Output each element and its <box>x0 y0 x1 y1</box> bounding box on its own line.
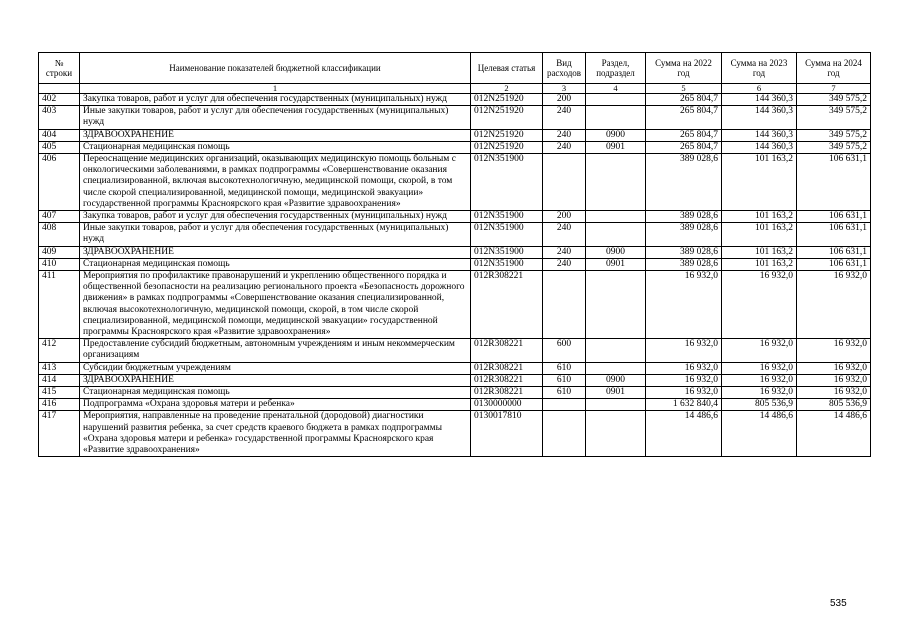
sum-2022-cell: 1 632 840,4 <box>646 399 722 411</box>
table-row <box>39 129 871 141</box>
row-number-cell: 416 <box>39 399 80 411</box>
expense-type-cell <box>543 271 586 339</box>
expense-type-cell: 200 <box>543 211 586 223</box>
column-index: 2 <box>471 84 543 94</box>
sum-2022-cell: 14 486,6 <box>646 411 722 457</box>
target-article-cell: 012N351900 <box>471 211 543 223</box>
sum-2024-cell: 106 631,1 <box>797 154 871 211</box>
target-article-cell: 012N351900 <box>471 246 543 258</box>
sum-2024-cell: 14 486,6 <box>797 411 871 457</box>
sum-2022-cell: 389 028,6 <box>646 246 722 258</box>
sum-2022-cell: 16 932,0 <box>646 387 722 399</box>
section-cell: 0900 <box>586 246 646 258</box>
name-cell: ЗДРАВООХРАНЕНИЕ <box>80 246 471 258</box>
sum-2023-cell: 14 486,6 <box>722 411 797 457</box>
column-index: 7 <box>797 84 871 94</box>
name-cell: Иные закупки товаров, работ и услуг для обеспечения государственных (муниципальных) нужд <box>80 106 471 129</box>
table-row <box>39 106 871 129</box>
column-index-row <box>39 84 871 94</box>
table-row <box>39 154 871 211</box>
sum-2023-cell: 101 163,2 <box>722 258 797 270</box>
target-article-cell: 012N251920 <box>471 129 543 141</box>
sum-2022-cell: 265 804,7 <box>646 141 722 153</box>
sum-2023-cell: 16 932,0 <box>722 387 797 399</box>
table-row <box>39 339 871 362</box>
sum-2024-cell: 349 575,2 <box>797 106 871 129</box>
row-number-cell: 415 <box>39 387 80 399</box>
target-article-cell: 012N251920 <box>471 141 543 153</box>
sum-2023-cell: 101 163,2 <box>722 246 797 258</box>
target-article-cell: 0130000000 <box>471 399 543 411</box>
table-row <box>39 211 871 223</box>
header-row-number: № строки <box>39 53 80 84</box>
row-number-cell: 417 <box>39 411 80 457</box>
target-article-cell: 012R308221 <box>471 362 543 374</box>
sum-2023-cell: 101 163,2 <box>722 223 797 246</box>
name-cell: Переоснащение медицинских организаций, оказывающих медицинскую помощь больным с онкологическими заболеваниями, в рамках подпрограммы «Совершенствование оказания специализированной, включая высокотехнологичную, медицинской помощи, скорой, в том числе скорой специализированной, медицинской помощи, медицинской эвакуации» государственной программы Красноярского края «Развитие здравоохранения» <box>80 154 471 211</box>
column-index: 6 <box>722 84 797 94</box>
row-number-cell: 410 <box>39 258 80 270</box>
sum-2022-cell: 16 932,0 <box>646 362 722 374</box>
table-row <box>39 246 871 258</box>
sum-2024-cell: 16 932,0 <box>797 271 871 339</box>
row-number-cell: 414 <box>39 374 80 386</box>
sum-2022-cell: 389 028,6 <box>646 154 722 211</box>
name-cell: Закупка товаров, работ и услуг для обеспечения государственных (муниципальных) нужд <box>80 211 471 223</box>
header-sum-2023: Сумма на 2023 год <box>722 53 797 84</box>
row-number-cell: 411 <box>39 271 80 339</box>
expense-type-cell <box>543 411 586 457</box>
sum-2024-cell: 106 631,1 <box>797 223 871 246</box>
page-number: 535 <box>830 598 847 609</box>
sum-2022-cell: 389 028,6 <box>646 258 722 270</box>
sum-2024-cell: 106 631,1 <box>797 246 871 258</box>
sum-2024-cell: 349 575,2 <box>797 129 871 141</box>
table-row <box>39 223 871 246</box>
table-row <box>39 258 871 270</box>
sum-2022-cell: 389 028,6 <box>646 223 722 246</box>
row-number-cell: 413 <box>39 362 80 374</box>
section-cell <box>586 106 646 129</box>
expense-type-cell: 610 <box>543 374 586 386</box>
sum-2023-cell: 101 163,2 <box>722 154 797 211</box>
sum-2023-cell: 144 360,3 <box>722 106 797 129</box>
sum-2022-cell: 389 028,6 <box>646 211 722 223</box>
expense-type-cell: 240 <box>543 106 586 129</box>
sum-2023-cell: 16 932,0 <box>722 271 797 339</box>
sum-2022-cell: 16 932,0 <box>646 339 722 362</box>
name-cell: Иные закупки товаров, работ и услуг для обеспечения государственных (муниципальных) нужд <box>80 223 471 246</box>
name-cell: ЗДРАВООХРАНЕНИЕ <box>80 129 471 141</box>
sum-2023-cell: 805 536,9 <box>722 399 797 411</box>
expense-type-cell: 240 <box>543 258 586 270</box>
header-expense-type: Вид расходов <box>543 53 586 84</box>
section-cell <box>586 339 646 362</box>
column-index-empty <box>39 84 80 94</box>
row-number-cell: 412 <box>39 339 80 362</box>
target-article-cell: 012R308221 <box>471 339 543 362</box>
sum-2024-cell: 16 932,0 <box>797 362 871 374</box>
name-cell: Закупка товаров, работ и услуг для обеспечения государственных (муниципальных) нужд <box>80 94 471 106</box>
table-row <box>39 94 871 106</box>
column-index: 3 <box>543 84 586 94</box>
header-section: Раздел, подраздел <box>586 53 646 84</box>
table-row <box>39 399 871 411</box>
section-cell <box>586 362 646 374</box>
name-cell: Стационарная медицинская помощь <box>80 387 471 399</box>
section-cell: 0900 <box>586 374 646 386</box>
sum-2024-cell: 106 631,1 <box>797 258 871 270</box>
budget-table <box>38 52 871 457</box>
sum-2023-cell: 16 932,0 <box>722 362 797 374</box>
sum-2024-cell: 349 575,2 <box>797 94 871 106</box>
sum-2022-cell: 265 804,7 <box>646 94 722 106</box>
section-cell <box>586 154 646 211</box>
row-number-cell: 407 <box>39 211 80 223</box>
expense-type-cell: 240 <box>543 223 586 246</box>
header-sum-2022: Сумма на 2022 год <box>646 53 722 84</box>
sum-2023-cell: 144 360,3 <box>722 129 797 141</box>
row-number-cell: 403 <box>39 106 80 129</box>
table-row <box>39 141 871 153</box>
expense-type-cell: 610 <box>543 362 586 374</box>
target-article-cell: 012N351900 <box>471 258 543 270</box>
sum-2023-cell: 101 163,2 <box>722 211 797 223</box>
name-cell: Мероприятия по профилактике правонарушений и укреплению общественного порядка и общественной безопасности на реализацию регионального проекта «Безопасность дорожного движения» в рамках подпрограммы «Совершенствование оказания специализированной, включая высокотехнологичную, медицинской помощи, скорой, в том числе скорой специализированной, медицинской помощи, медицинской эвакуации» государственной программы Красноярского края «Развитие здравоохранения» <box>80 271 471 339</box>
name-cell: ЗДРАВООХРАНЕНИЕ <box>80 374 471 386</box>
section-cell <box>586 223 646 246</box>
header-sum-2024: Сумма на 2024 год <box>797 53 871 84</box>
row-number-cell: 404 <box>39 129 80 141</box>
section-cell <box>586 271 646 339</box>
expense-type-cell <box>543 399 586 411</box>
row-number-cell: 405 <box>39 141 80 153</box>
name-cell: Подпрограмма «Охрана здоровья матери и ребенка» <box>80 399 471 411</box>
sum-2024-cell: 16 932,0 <box>797 339 871 362</box>
name-cell: Мероприятия, направленные на проведение пренатальной (дородовой) диагностики нарушений развития ребенка, за счет средств краевого бюджета в рамках подпрограммы «Охрана здоровья матери и ребенка» государственной программы Красноярского края «Развитие здравоохранения» <box>80 411 471 457</box>
table-row <box>39 271 871 339</box>
name-cell: Стационарная медицинская помощь <box>80 258 471 270</box>
table-row <box>39 387 871 399</box>
sum-2024-cell: 805 536,9 <box>797 399 871 411</box>
section-cell <box>586 94 646 106</box>
table-row <box>39 374 871 386</box>
sum-2023-cell: 144 360,3 <box>722 141 797 153</box>
sum-2023-cell: 16 932,0 <box>722 374 797 386</box>
sum-2024-cell: 16 932,0 <box>797 387 871 399</box>
name-cell: Субсидии бюджетным учреждениям <box>80 362 471 374</box>
name-cell: Предоставление субсидий бюджетным, автономным учреждениям и иным некоммерческим организациям <box>80 339 471 362</box>
sum-2022-cell: 16 932,0 <box>646 271 722 339</box>
target-article-cell: 012N351900 <box>471 223 543 246</box>
column-index: 5 <box>646 84 722 94</box>
row-number-cell: 408 <box>39 223 80 246</box>
expense-type-cell: 610 <box>543 387 586 399</box>
row-number-cell: 409 <box>39 246 80 258</box>
table-row <box>39 411 871 457</box>
sum-2023-cell: 144 360,3 <box>722 94 797 106</box>
header-name: Наименование показателей бюджетной классификации <box>80 53 471 84</box>
name-cell: Стационарная медицинская помощь <box>80 141 471 153</box>
expense-type-cell: 200 <box>543 94 586 106</box>
table-header-row <box>39 53 871 84</box>
sum-2024-cell: 349 575,2 <box>797 141 871 153</box>
header-target-article: Целевая статья <box>471 53 543 84</box>
section-cell: 0901 <box>586 258 646 270</box>
target-article-cell: 012N251920 <box>471 94 543 106</box>
target-article-cell: 0130017810 <box>471 411 543 457</box>
expense-type-cell: 240 <box>543 129 586 141</box>
target-article-cell: 012R308221 <box>471 387 543 399</box>
sum-2024-cell: 106 631,1 <box>797 211 871 223</box>
section-cell <box>586 211 646 223</box>
section-cell <box>586 399 646 411</box>
target-article-cell: 012R308221 <box>471 374 543 386</box>
expense-type-cell: 600 <box>543 339 586 362</box>
section-cell: 0901 <box>586 141 646 153</box>
expense-type-cell: 240 <box>543 246 586 258</box>
sum-2022-cell: 265 804,7 <box>646 106 722 129</box>
sum-2022-cell: 16 932,0 <box>646 374 722 386</box>
column-index: 4 <box>586 84 646 94</box>
target-article-cell: 012N251920 <box>471 106 543 129</box>
target-article-cell: 012N351900 <box>471 154 543 211</box>
row-number-cell: 406 <box>39 154 80 211</box>
sum-2024-cell: 16 932,0 <box>797 374 871 386</box>
column-index: 1 <box>80 84 471 94</box>
section-cell: 0901 <box>586 387 646 399</box>
table-row <box>39 362 871 374</box>
section-cell <box>586 411 646 457</box>
row-number-cell: 402 <box>39 94 80 106</box>
sum-2023-cell: 16 932,0 <box>722 339 797 362</box>
section-cell: 0900 <box>586 129 646 141</box>
target-article-cell: 012R308221 <box>471 271 543 339</box>
expense-type-cell: 240 <box>543 141 586 153</box>
sum-2022-cell: 265 804,7 <box>646 129 722 141</box>
expense-type-cell <box>543 154 586 211</box>
